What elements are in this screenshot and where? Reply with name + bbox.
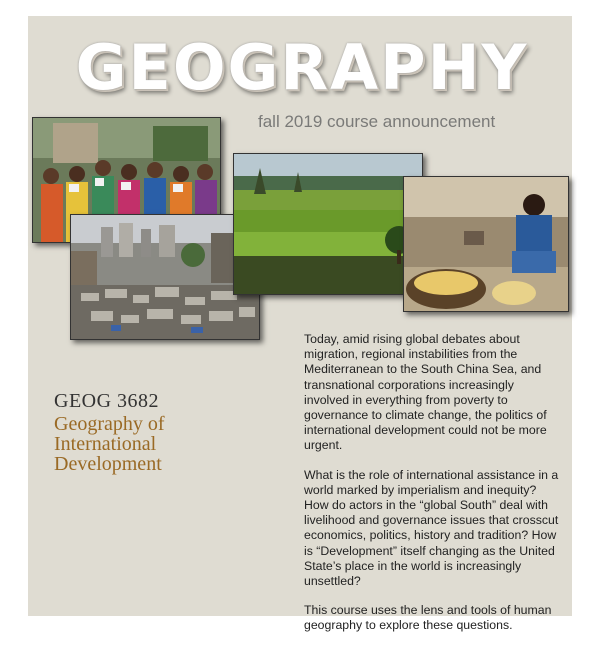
photo-green-fields: [233, 153, 423, 295]
course-code: GEOG 3682: [54, 390, 160, 412]
photo-woman-cooking: [403, 176, 569, 312]
course-title-line: Geography of: [54, 413, 165, 435]
course-title-line: International: [54, 433, 157, 455]
description-paragraph: What is the role of international assistance in a world marked by imperialism and inequity? How do actors in the “global South” deal with livelihood and governance issues that crosscut economics, politics, history and tradition? How is “Development” itself changing as the United State’s place in the world is increasingly unsettled?: [304, 467, 559, 589]
course-title: [54, 414, 234, 474]
description-paragraph: Today, amid rising global debates about migration, regional instabilities from the Mediterranean to the South China Sea, and transnational corporations increasingly involved in everything from poverty to governance to climate change, the politics of international development could not be more urgent.: [304, 332, 547, 453]
course-description: [304, 332, 559, 648]
flyer-subtitle: fall 2019 course announcement: [258, 112, 496, 131]
course-title-line: Development: [54, 453, 162, 475]
description-paragraph: This course uses the lens and tools of human geography to explore these questions.: [304, 603, 552, 633]
flyer-title: GEOGRAPHY: [75, 31, 529, 104]
photo-city-slum: [70, 214, 260, 340]
